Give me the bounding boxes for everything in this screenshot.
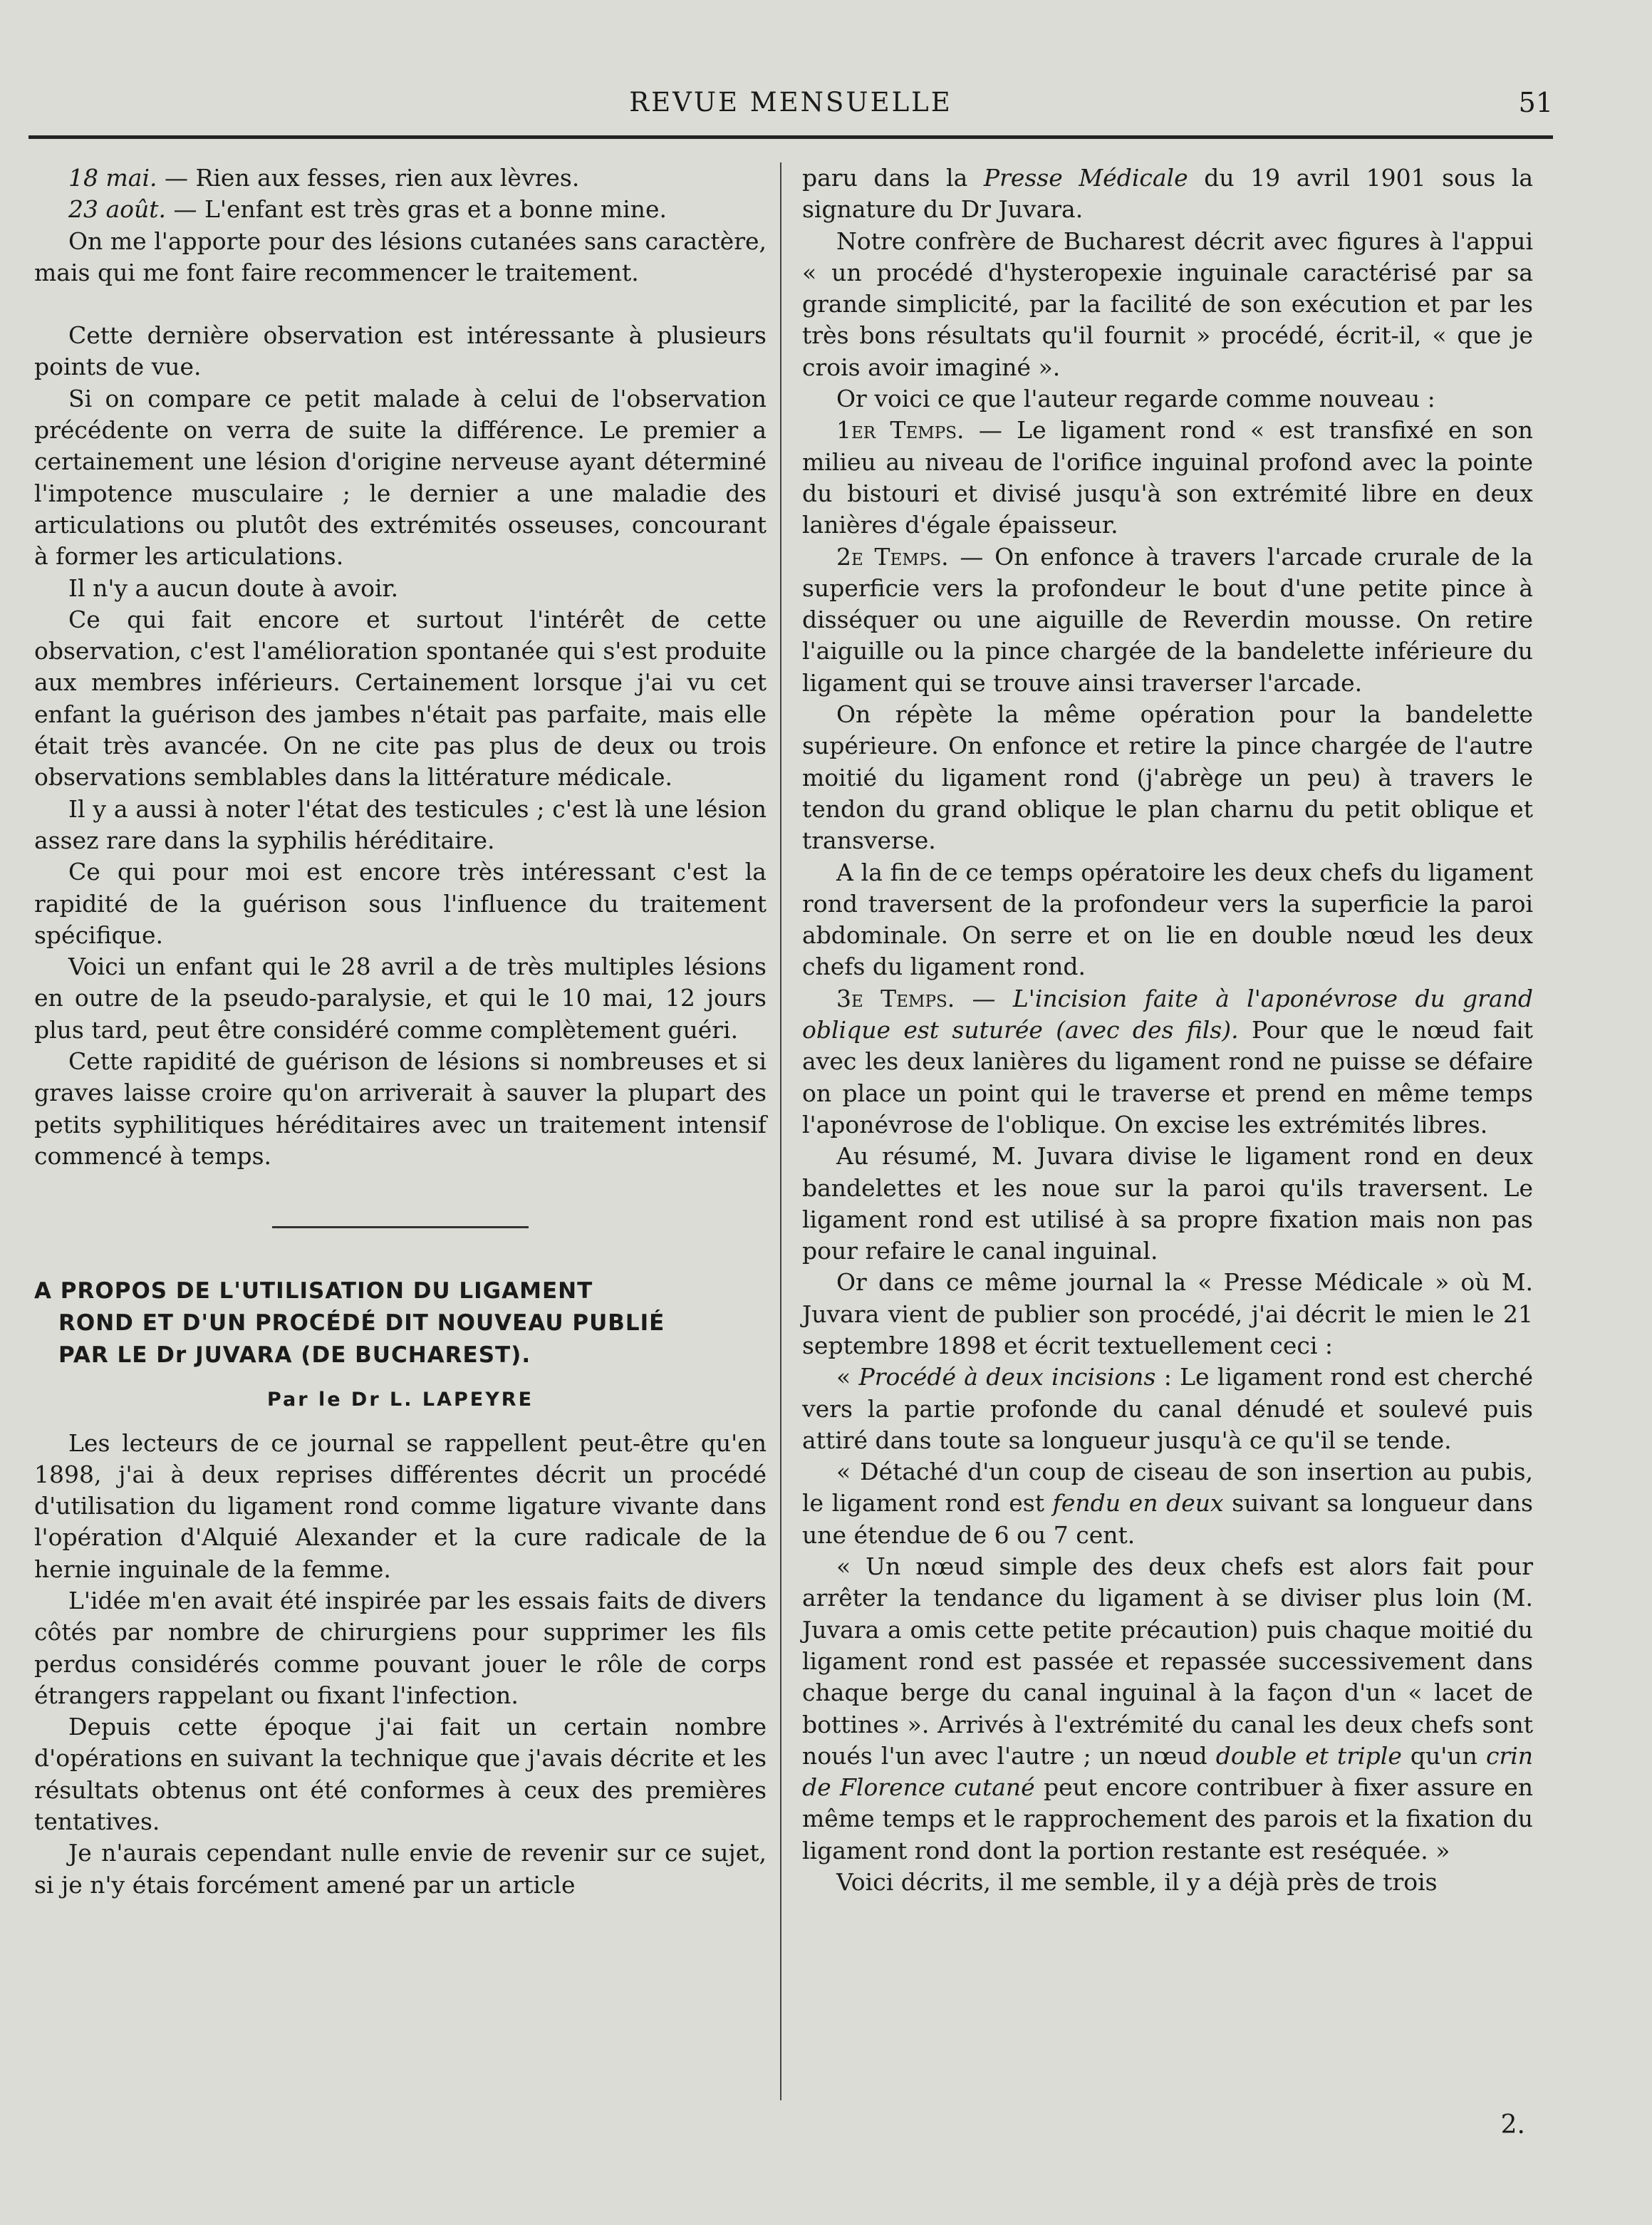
emphasis-text: fendu en deux xyxy=(1052,1489,1224,1518)
section-divider xyxy=(272,1226,529,1228)
date-label: 18 mai. xyxy=(68,164,157,192)
paragraph: Cette rapidité de guérison de lésions si nombreuses et si graves laisse croire qu'on arriverait à sauver la plupart des petits syphilitiques héréditaires avec un traitement intensif commencé à temps. xyxy=(34,1047,767,1170)
paragraph-text: peut encore contribuer à fixer assure en même temps et le rapprochement des parois et la fixation du ligament rond dont la portion restante est reséquée. » xyxy=(802,1773,1533,1864)
paragraph-text: paru dans la xyxy=(802,164,984,192)
quote-paragraph xyxy=(802,1551,1533,1867)
spacer xyxy=(34,289,767,320)
paragraph: Il y a aussi à noter l'état des testicules ; c'est là une lésion assez rare dans la syphilis héréditaire. xyxy=(34,794,767,854)
paragraph-text: « Un nœud simple des deux chefs est alors fait pour arrêter la tendance du ligament à se diviser plus loin (M. Juvara a omis cette petite précaution) puis chaque moitié du ligament rond est passée et repassée successivement dans chaque berge du canal inguinal à la façon d'un « lacet de bottines ». Arrivés à l'extrémité du canal les deux chefs sont noués l'un avec l'autre ; un nœud xyxy=(802,1552,1533,1770)
paragraph: Depuis cette époque j'ai fait un certain nombre d'opérations en suivant la technique que j'avais décrite et les résultats obtenus ont été conformes à ceux des premières tentatives. xyxy=(34,1713,767,1836)
step-label: 3e Temps. xyxy=(836,984,955,1012)
paragraph xyxy=(802,541,1533,699)
article-title-line: PAR LE Dr JUVARA (DE BUCHAREST). xyxy=(58,1342,531,1369)
emphasis-text: Procédé à deux incisions xyxy=(858,1363,1156,1391)
date-label: 23 août. xyxy=(68,195,167,224)
paragraph-text: — On enfonce à travers l'arcade crurale de la superficie vers la profondeur le bout d'une petite pince à disséquer ou une aiguille de Reverdin mousse. On retire l'aiguille ou la pince chargée de la bandelette inférieure du ligament qui se trouve ainsi traverser l'arcade. xyxy=(802,542,1533,697)
paragraph xyxy=(802,415,1533,541)
step-label: 1er Temps. xyxy=(836,416,965,445)
running-header xyxy=(28,84,1553,121)
paragraph: Voici décrits, il me semble, il y a déjà près de trois xyxy=(836,1868,1438,1897)
paragraph: Je n'aurais cependant nulle envie de revenir sur ce sujet, si je n'y étais forcément amené par un article xyxy=(34,1839,767,1899)
paragraph xyxy=(802,983,1533,1141)
paragraph-text: « Détaché d'un coup de ciseau de son insertion au pubis, le ligament rond est xyxy=(802,1458,1533,1518)
paragraph xyxy=(34,194,767,225)
emphasis-text: crin de Florence cutané xyxy=(802,1741,1534,1802)
paragraph: Cette dernière observation est intéressante à plusieurs points de vue. xyxy=(34,321,767,381)
article-title-line: A PROPOS DE L'UTILISATION DU LIGAMENT xyxy=(34,1278,593,1305)
paragraph: Si on compare ce petit malade à celui de l'observation précédente on verra de suite la différence. Le premier a certainement une lésion d'origine nerveuse ayant déterminé l'impotence musculaire ; le dernier a une maladie des articulations ou plutôt des extrémités osseuses, concourant à former les articulations. xyxy=(34,384,767,571)
paragraph xyxy=(802,162,1533,226)
paragraph-text: du 19 avril 1901 sous la signature du Dr Juvara. xyxy=(802,164,1533,224)
paragraph: Or dans ce même journal la « Presse Médicale » où M. Juvara vient de publier son procédé, j'ai décrit le mien le 21 septembre 1898 et écrit textuellement ceci : xyxy=(802,1268,1533,1359)
paragraph: L'idée m'en avait été inspirée par les essais faits de divers côtés par nombre de chirurgiens pour supprimer les fils perdus considérés comme pouvant jouer le rôle de corps étrangers rappelant ou fixant l'infection. xyxy=(34,1586,767,1709)
left-column xyxy=(34,162,767,1901)
paragraph: On répète la même opération pour la bandelette supérieure. On enfonce et retire la pince chargée de l'autre moitié du ligament rond (j'abrège un peu) à travers le tendon du grand oblique le plan charnu du petit oblique et transverse. xyxy=(802,700,1533,855)
signature-mark: 2. xyxy=(1500,2110,1525,2140)
paragraph: Les lecteurs de ce journal se rappellent peut-être qu'en 1898, j'ai à deux reprises différentes décrit un procédé d'utilisation du ligament rond comme ligature vivante dans l'opération d'Alquié Alexander et la cure radicale de la hernie inguinale de la femme. xyxy=(34,1428,767,1583)
journal-name: Presse Médicale xyxy=(983,164,1188,192)
paragraph: Notre confrère de Bucharest décrit avec figures à l'appui « un procédé d'hysteropexie inguinale caractérisé par sa grande simplicité, par la facilité de son exécution et par les très bons résultats qu'il fournit » procédé, écrit-il, « que je crois avoir imaginé ». xyxy=(802,227,1533,381)
paragraph: Au résumé, M. Juvara divise le ligament rond en deux bandelettes et les noue sur la paroi qu'ils traversent. Le ligament rond est utilisé à sa propre fixation mais non pas pour refaire le canal inguinal. xyxy=(802,1142,1533,1265)
article-title-line: ROND ET D'UN PROCÉDÉ DIT NOUVEAU PUBLIÉ xyxy=(58,1310,665,1337)
paragraph: Ce qui pour moi est encore très intéressant c'est la rapidité de la guérison sous l'influence du traitement spécifique. xyxy=(34,858,767,949)
paragraph: On me l'apporte pour des lésions cutanées sans caractère, mais qui me font faire recommencer le traitement. xyxy=(34,227,767,286)
paragraph: A la fin de ce temps opératoire les deux chefs du ligament rond traversent de la profondeur vers la superficie la paroi abdominale. On serre et on lie en double nœud les deux chefs du ligament rond. xyxy=(802,858,1533,981)
paragraph-text: qu'un xyxy=(1401,1741,1486,1770)
paragraph-text: — xyxy=(955,984,1013,1012)
paragraph: Ce qui fait encore et surtout l'intérêt de cette observation, c'est l'amélioration spontanée qui s'est produite aux membres inférieurs. Certainement lorsque j'ai vu cet enfant la guérison des jambes n'était pas parfaite, mais elle était très avancée. On ne cite pas plus de deux ou trois observations semblables dans la littérature médicale. xyxy=(34,605,767,792)
journal-title: REVUE MENSUELLE xyxy=(629,87,952,118)
paragraph: Il n'y a aucun doute à avoir. xyxy=(68,574,399,602)
paragraph: Or voici ce que l'auteur regarde comme nouveau : xyxy=(836,385,1435,413)
paragraph-text: — Le ligament rond « est transfixé en son milieu au niveau de l'orifice inguinal profond avec la pointe du bistouri et divisé jusqu'à son extrémité libre en deux lanières d'égale épaisseur. xyxy=(802,416,1534,539)
paragraph-text: : Le ligament rond est cherché vers la partie profonde du canal dénudé et soulevé puis attiré dans toute sa longueur jusqu'à ce qu'il se tende. xyxy=(802,1363,1534,1454)
column-divider xyxy=(780,162,781,2100)
paragraph-text: « xyxy=(836,1363,859,1391)
article-byline: Par le Dr L. LAPEYRE xyxy=(266,1389,534,1411)
paragraph: Voici un enfant qui le 28 avril a de très multiples lésions en outre de la pseudo-paralysie, et qui le 10 mai, 12 jours plus tard, peut être considéré comme complètement guéri. xyxy=(34,953,767,1044)
emphasis-text: double et triple xyxy=(1215,1741,1402,1770)
paragraph xyxy=(34,162,767,194)
step-label: 2e Temps. xyxy=(836,542,949,571)
paragraph-text: Pour que le nœud fait avec les deux lanières du ligament rond ne puisse se défaire on place un point qui le traverse et prend en même temps l'aponévrose de l'oblique. On excise les extrémités libres. xyxy=(802,1016,1534,1139)
paragraph-text: — Rien aux fesses, rien aux lèvres. xyxy=(157,164,580,192)
quote-paragraph xyxy=(802,1362,1533,1456)
quote-paragraph xyxy=(802,1456,1533,1551)
page-number: 51 xyxy=(1518,87,1553,118)
right-column xyxy=(802,162,1533,1898)
emphasis-text: L'incision faite à l'aponévrose du grand oblique est suturée (avec des fils). xyxy=(802,984,1533,1044)
article-title xyxy=(34,1275,767,1371)
paragraph-text: — L'enfant est très gras et a bonne mine. xyxy=(166,195,667,224)
header-rule xyxy=(28,135,1553,139)
paragraph-text: suivant sa longueur dans une étendue de 6 ou 7 cent. xyxy=(802,1489,1533,1549)
